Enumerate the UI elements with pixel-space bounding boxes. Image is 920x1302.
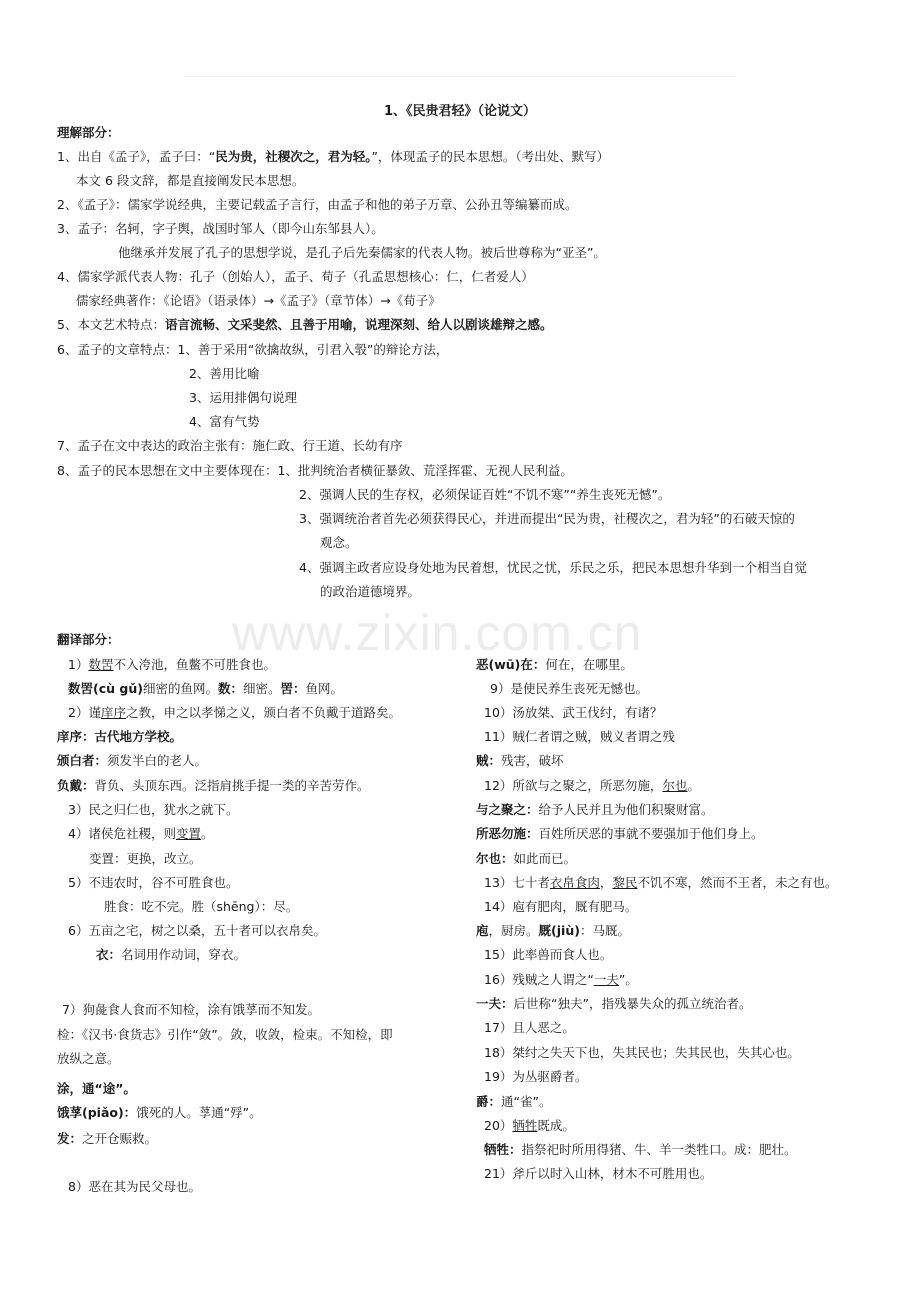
sentence-16: 16）残贼之人谓之“一夫”。	[484, 972, 638, 987]
sentence-14: 14）庖有肥肉，厩有肥马。	[484, 899, 638, 914]
understanding-heading: 理解部分：	[57, 125, 120, 140]
note-jian-cont: 放纵之意。	[57, 1051, 120, 1066]
sentence-5: 5）不违农时，谷不可胜食也。	[68, 875, 239, 890]
sentence-6: 6）五亩之宅，树之以桑，五十者可以衣帛矣。	[68, 923, 326, 938]
point-4: 4、儒家学派代表人物：孔子（创始人），孟子、荀子（孔孟思想核心：仁，仁者爱人）	[57, 269, 534, 284]
point-6-item-4: 4、富有气势	[189, 414, 260, 429]
note-fudai: 负戴：背负、头顶东西。泛指肩挑手提一类的辛苦劳作。	[57, 778, 370, 793]
sentence-2: 2）谨庠序之教，申之以孝悌之义，颁白者不负戴于道路矣。	[68, 705, 401, 720]
note-zei: 贼：残害，破坏	[476, 753, 564, 768]
sentence-15: 15）此率兽而食人也。	[484, 947, 613, 962]
note-fa: 发：之开仓赈救。	[57, 1131, 158, 1146]
point-3-detail: 他继承并发展了孔子的思想学说，是孔子后先秦儒家的代表人物。被后世尊称为“亚圣”。	[118, 245, 606, 260]
note-pao: 庖，厨房。厩(jiù)：马厩。	[476, 923, 630, 938]
note-bianzhi: 变置：更换，改立。	[89, 851, 202, 866]
point-8-item-3: 3、强调统治者首先必须获得民心，并进而提出“民为贵，社稷次之，君为轻”的石破天惊的	[299, 511, 795, 526]
note-shugu: 数罟(cù gǔ)细密的鱼网。数：细密。罟：鱼网。	[68, 681, 344, 696]
point-8-item-2: 2、强调人民的生存权，必须保证百姓“不饥不寒”“养生丧死无憾”。	[299, 487, 671, 502]
note-jian: 检：《汉书·食货志》引作“敛”。敛，收敛，检束。不知检，即	[57, 1027, 393, 1042]
watermark: www.zixin.com.cn	[232, 605, 643, 661]
point-7: 7、孟子在文中表达的政治主张有：施仁政、行王道、长幼有序	[57, 438, 403, 453]
point-1: 1、出自《孟子》，孟子曰：“民为贵，社稷次之，君为轻。”，体现孟子的民本思想。（考出处、默写）	[57, 149, 610, 164]
top-rule	[185, 76, 735, 77]
point-1-detail: 本文 6 段文辞，都是直接阐发民本思想。	[76, 173, 305, 188]
point-6: 6、孟子的文章特点：1、善于采用“欲擒故纵，引君入彀”的辩论方法，	[57, 342, 449, 357]
point-8-item-4-cont: 的政治道德境界。	[320, 584, 421, 599]
sentence-10: 10）汤放桀、武王伐纣，有诸？	[484, 705, 663, 720]
sentence-17: 17）且人恶之。	[484, 1020, 575, 1035]
point-4-detail: 儒家经典著作：《论语》（语录体）→《孟子》（章节体）→《荀子》	[76, 293, 441, 308]
sentence-20: 20）牺牲既成。	[484, 1118, 575, 1133]
point-8-item-3-cont: 观念。	[320, 535, 358, 550]
page-title: 1、《民贵君轻》（论说文）	[383, 104, 537, 119]
note-erye: 尔也：如此而已。	[476, 851, 577, 866]
sentence-11: 11）贼仁者谓之贼，贼义者谓之残	[484, 729, 675, 744]
sentence-7: 7）狗彘食人食而不知检，涂有饿莩而不知发。	[62, 1002, 320, 1017]
note-shengshi: 胜食：吃不完。胜（shēng）：尽。	[104, 899, 299, 914]
sentence-12: 12）所欲与之聚之，所恶勿施，尔也。	[484, 778, 700, 793]
point-2: 2、《孟子》：儒家学说经典，主要记载孟子言行，由孟子和他的弟子万章、公孙丑等编纂而成。	[57, 197, 578, 212]
sentence-9: 9）是使民养生丧死无憾也。	[490, 681, 648, 696]
point-6-item-2: 2、善用比喻	[189, 366, 260, 381]
sentence-18: 18）桀纣之失天下也，失其民也；失其民也，失其心也。	[484, 1045, 800, 1060]
sentence-3: 3）民之归仁也，犹水之就下。	[68, 802, 239, 817]
sentence-13: 13）七十者衣帛食肉，黎民不饥不寒，然而不王者，未之有也。	[484, 875, 838, 890]
sentence-21: 21）斧斤以时入山林，材木不可胜用也。	[484, 1166, 713, 1181]
note-suowu: 所恶勿施：百姓所厌恶的事就不要强加于他们身上。	[476, 826, 764, 841]
point-3: 3、孟子：名轲，字子舆，战国时邹人（即今山东邹县人）。	[57, 221, 384, 236]
sentence-4: 4）诸侯危社稷，则变置。	[68, 826, 214, 841]
note-wuzai: 恶(wū)在：何在，在哪里。	[476, 657, 633, 672]
note-yifu: 一夫：后世称“独夫”，指残暴失众的孤立统治者。	[476, 996, 752, 1011]
note-xisheng: 牺牲：指祭祀时所用得猪、牛、羊一类牲口。成：肥壮。	[484, 1142, 797, 1157]
note-jue: 爵：通“雀”。	[476, 1094, 552, 1109]
note-epiao: 饿莩(piǎo)：饿死的人。莩通“殍”。	[57, 1105, 262, 1120]
note-banbai: 颁白者：须发半白的老人。	[57, 753, 208, 768]
note-xiangxu: 庠序：古代地方学校。	[57, 729, 183, 744]
point-8: 8、孟子的民本思想在文中主要体现在：1、批判统治者横征暴敛、荒淫挥霍、无视人民利益。	[57, 463, 573, 478]
sentence-19: 19）为丛驱爵者。	[484, 1069, 588, 1084]
note-yi: 衣：名词用作动词，穿衣。	[96, 947, 247, 962]
point-8-item-4: 4、强调主政者应设身处地为民着想，忧民之忧，乐民之乐，把民本思想升华到一个相当自觉	[299, 560, 807, 575]
note-yuzhi: 与之聚之：给予人民并且为他们积聚财富。	[476, 802, 714, 817]
sentence-1: 1）数罟不入洿池，鱼鳖不可胜食也。	[68, 657, 276, 672]
sentence-8: 8）恶在其为民父母也。	[68, 1179, 201, 1194]
translation-heading: 翻译部分：	[57, 632, 120, 647]
note-tu: 涂，通“途”。	[57, 1081, 136, 1096]
point-5: 5、本文艺术特点：语言流畅、文采斐然、且善于用喻，说理深刻、给人以剧谈雄辩之感。	[57, 317, 553, 332]
point-6-item-3: 3、运用排偶句说理	[189, 390, 297, 405]
